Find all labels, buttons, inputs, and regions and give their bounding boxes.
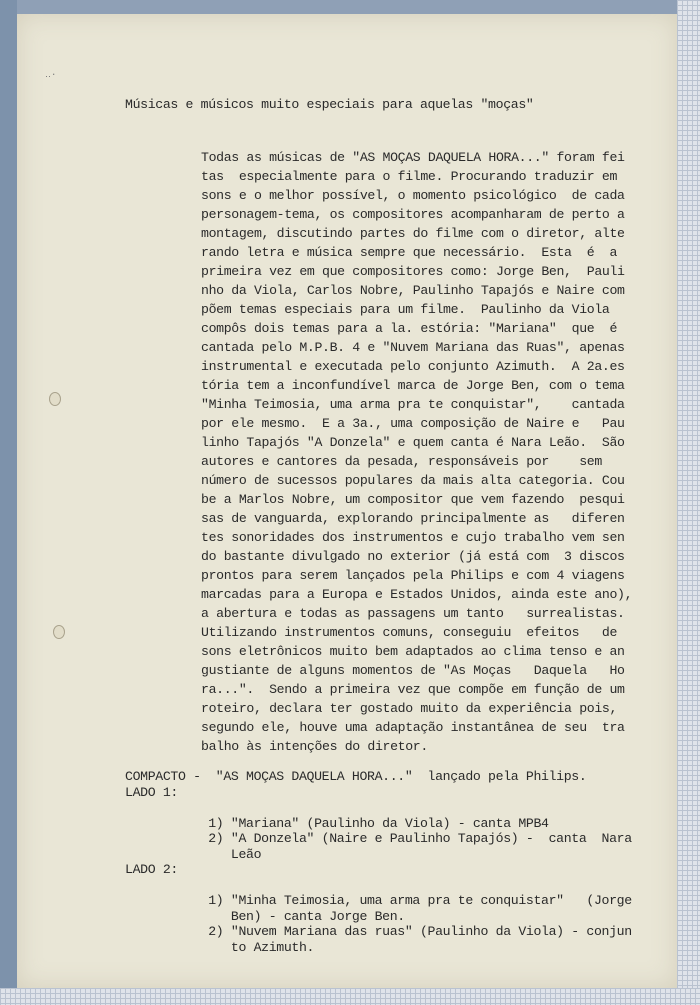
- paragraph-line: marcadas para a Europa e Estados Unidos, ainda este ano),: [201, 587, 633, 602]
- listing-line: LADO 2:: [125, 862, 178, 877]
- listing-line: Leão: [125, 846, 262, 862]
- main-paragraph: [201, 149, 632, 757]
- paragraph-line: gustiante de alguns momentos de "As Moças Daquela Ho: [201, 663, 625, 678]
- record-listing: [125, 768, 632, 954]
- paragraph-line: primeira vez em que compositores como: Jorge Ben, Pauli: [201, 264, 625, 279]
- ink-smudge: ‥·: [45, 70, 57, 80]
- listing-line: 2) "Nuvem Mariana das ruas" (Paulinho da Viola) - conjun: [125, 924, 632, 939]
- paragraph-line: balho às intenções do diretor.: [201, 739, 428, 754]
- listing-line: Ben) - canta Jorge Ben.: [125, 908, 405, 924]
- paragraph-line: be a Marlos Nobre, um compositor que vem fazendo pesqui: [201, 492, 625, 507]
- listing-line: 1) "Mariana" (Paulinho da Viola) - canta MPB4: [125, 815, 549, 831]
- paragraph-line: rando letra e música sempre que necessário. Esta é a: [201, 245, 618, 260]
- background-left: [0, 0, 17, 1005]
- paragraph-line: tas especialmente para o filme. Procurando traduzir em: [201, 169, 618, 184]
- listing-line: LADO 1:: [125, 784, 178, 800]
- graph-paper-bottom: [0, 988, 700, 1005]
- paragraph-line: segundo ele, houve uma adaptação instantânea de seu tra: [201, 720, 625, 735]
- paragraph-line: linho Tapajós "A Donzela" e quem canta é Nara Leão. São: [201, 435, 625, 450]
- paragraph-line: montagem, discutindo partes do filme com o diretor, alte: [201, 226, 625, 241]
- paragraph-line: sons eletrônicos muito bem adaptados ao clima tenso e an: [201, 644, 625, 659]
- listing-line: to Azimuth.: [125, 939, 315, 955]
- punch-hole: [49, 392, 61, 406]
- paragraph-line: tória tem a inconfundível marca de Jorge Ben, com o tema: [201, 378, 625, 393]
- graph-paper-right: [677, 0, 700, 1005]
- listing-line: [125, 877, 632, 893]
- paragraph-line: instrumental e executada pelo conjunto Azimuth. A 2a.es: [201, 359, 625, 374]
- paragraph-line: roteiro, declara ter gostado muito da experiência pois,: [201, 701, 618, 716]
- paragraph-line: do bastante divulgado no exterior (já está com 3 discos: [201, 549, 625, 564]
- paragraph-line: por ele mesmo. E a 3a., uma composição de Naire e Pau: [201, 416, 625, 431]
- listing-line: 1) "Minha Teimosia, uma arma pra te conquistar" (Jorge: [125, 893, 632, 908]
- paragraph-line: número de sucessos populares da mais alta categoria. Cou: [201, 473, 625, 488]
- paragraph-line: prontos para serem lançados pela Philips e com 4 viagens: [201, 568, 625, 583]
- listing-line: [125, 799, 632, 815]
- paragraph-line: personagem-tema, os compositores acompanharam de perto a: [201, 207, 625, 222]
- listing-line: 2) "A Donzela" (Naire e Paulinho Tapajós) - canta Nara: [125, 831, 632, 846]
- paragraph-line: sas de vanguarda, explorando principalmente as diferen: [201, 511, 625, 526]
- paragraph-line: a abertura e todas as passagens um tanto surrealistas.: [201, 606, 625, 621]
- listing-line: COMPACTO - "AS MOÇAS DAQUELA HORA..." lançado pela Philips.: [125, 769, 587, 784]
- paragraph-line: ra...". Sendo a primeira vez que compõe em função de um: [201, 682, 625, 697]
- background-top: [0, 0, 700, 14]
- paragraph-line: Utilizando instrumentos comuns, conseguiu efeitos de: [201, 625, 618, 640]
- paragraph-line: põem temas especiais para um filme. Paulinho da Viola: [201, 302, 610, 317]
- paragraph-line: autores e cantores da pesada, responsáveis por sem: [201, 454, 602, 469]
- paragraph-line: Todas as músicas de "AS MOÇAS DAQUELA HORA..." foram fei: [201, 150, 625, 165]
- paragraph-line: cantada pelo M.P.B. 4 e "Nuvem Mariana das Ruas", apenas: [201, 340, 625, 355]
- paragraph-line: tes sonoridades dos instrumentos e cujo trabalho vem sen: [201, 530, 625, 545]
- paragraph-line: sons e o melhor possível, o momento psicológico de cada: [201, 188, 625, 203]
- paragraph-line: nho da Viola, Carlos Nobre, Paulinho Tapajós e Naire com: [201, 283, 625, 298]
- punch-hole: [53, 625, 65, 639]
- document-title: Músicas e músicos muito especiais para aquelas "moças": [125, 97, 534, 112]
- paragraph-line: "Minha Teimosia, uma arma pra te conquistar", cantada: [201, 397, 625, 412]
- paragraph-line: compôs dois temas para a la. estória: "Mariana" que é: [201, 321, 618, 336]
